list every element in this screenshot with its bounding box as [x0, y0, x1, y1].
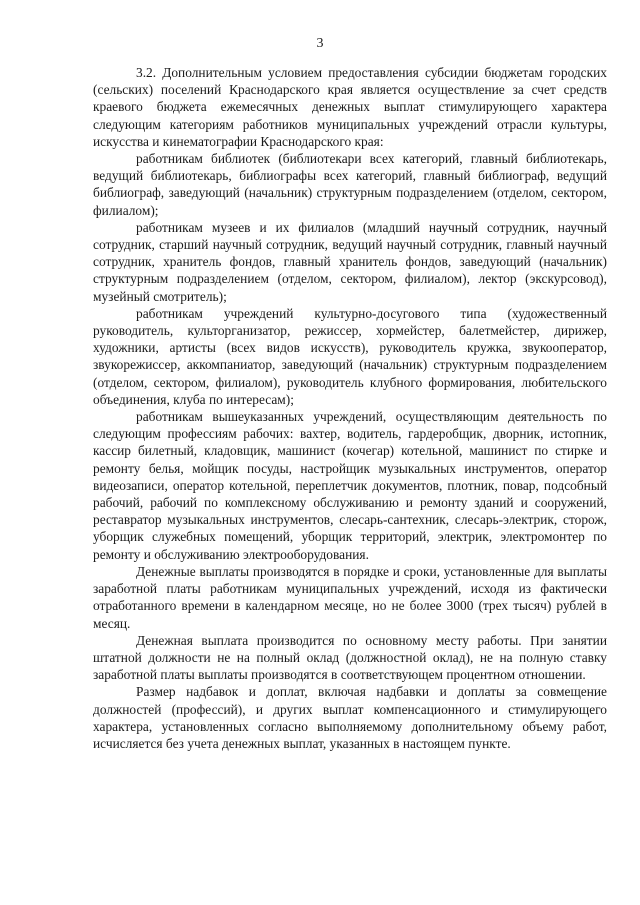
paragraph-worker-professions: работникам вышеуказанных учреждений, осуществляющим деятельность по следующим профессиям рабочих: вахтер, водитель, гардеробщик, дворник, истопник, кассир билетный, кладовщик, машинист (кочегар) котельной, машинист по стирке и ремонту белья, мойщик посуды, настройщик музыкальных инструментов, оператор видеозаписи, оператор котельной, переплетчик документов, плотник, повар, подсобный рабочий, рабочий по комплексному обслуживанию и ремонту зданий и сооружений, реставратор музыкальных инструментов, слесарь-сантехник, слесарь-электрик, сторож, уборщик служебных помещений, уборщик территорий, электрик, электромонтер по ремонту и обслуживанию электрооборудования. [93, 409, 607, 562]
paragraph-allowances: Размер надбавок и доплат, включая надбавки и доплаты за совмещение должностей (профессий), и других выплат компенсационного и стимулирующего характера, установленных согласно выполняемому дополнительному объему работ, исчисляется без учета денежных выплат, указанных в настоящем пункте. [93, 684, 607, 751]
document-body [93, 64, 607, 752]
paragraph-main-workplace: Денежная выплата производится по основному месту работы. При занятии штатной должности не на полный оклад (должностной оклад), не на полную ставку заработной платы выплаты производятся в соответствующем процентном отношении. [93, 632, 607, 683]
paragraph-museums: работникам музеев и их филиалов (младший научный сотрудник, научный сотрудник, старший научный сотрудник, ведущий научный сотрудник, главный научный сотрудник, хранитель фондов, главный хранитель фондов, заведующий (начальник) структурным подразделением (отделом, сектором, филиалом), лектор (экскурсовод), музейный смотритель); [93, 219, 607, 304]
paragraph-libraries: работникам библиотек (библиотекари всех категорий, главный библиотекарь, ведущий библиотекарь, библиографы всех категорий, главный библиограф, ведущий библиограф, заведующий (начальник) структурным подразделением (отделом, сектором, филиалом); [93, 151, 607, 218]
paragraph-subsidy-condition: 3.2. Дополнительным условием предоставления субсидии бюджетам городских (сельских) поселений Краснодарского края является осуществление за счет средств краевого бюджета ежемесячных денежных выплат стимулирующего характера следующим категориям работников муниципальных учреждений отрасли культуры, искусства и кинематографии Краснодарского края: [93, 65, 607, 149]
paragraph-cultural-institutions: работникам учреждений культурно-досугового типа (художественный руководитель, культорганизатор, режиссер, хормейстер, балетмейстер, дирижер, художники, артисты (всех видов искусств), руководитель кружка, звукооператор, звукорежиссер, аккомпаниатор, заведующий (начальник) структурным подразделением (отделом, сектором, филиалом), руководитель клубного формирования, любительского объединения, клуба по интересам); [93, 305, 607, 407]
paragraph-payment-terms: Денежные выплаты производятся в порядке и сроки, установленные для выплаты заработной платы работникам муниципальных учреждений, исходя из фактически отработанного времени в календарном месяце, но не более 3000 (трех тысяч) рублей в месяц. [93, 563, 607, 631]
page-number: 3 [316, 36, 324, 51]
